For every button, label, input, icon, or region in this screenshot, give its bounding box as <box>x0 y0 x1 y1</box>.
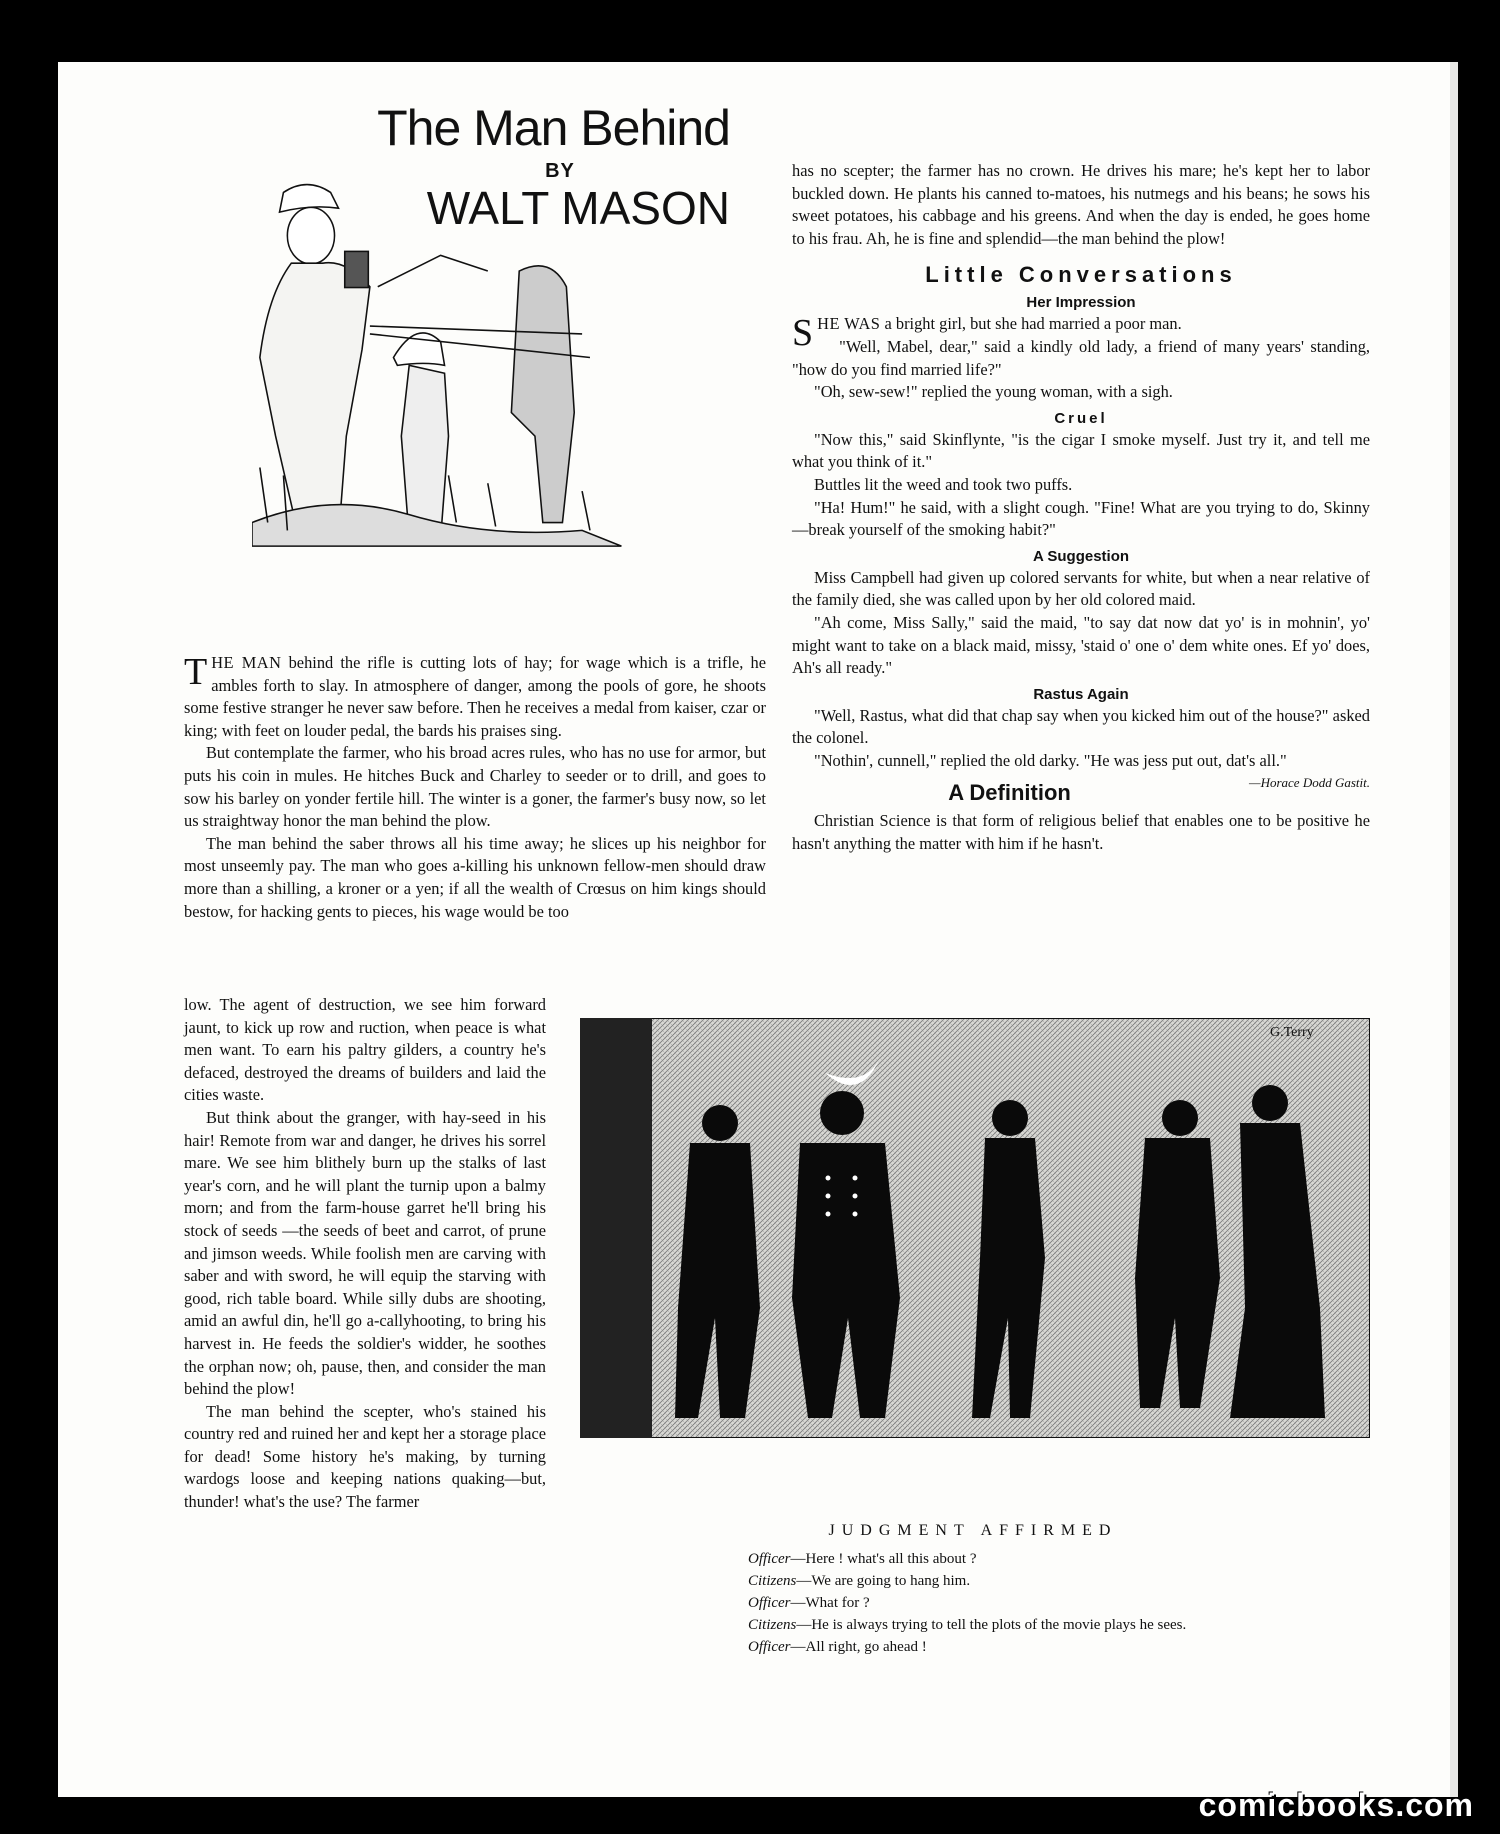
cruel-line-2: Buttles lit the weed and took two puffs. <box>814 474 1073 494</box>
caption-text: —What for ? <box>790 1595 870 1611</box>
cruel-title: Cruel <box>1054 409 1108 427</box>
impression-text: a bright girl, but she had married a poor man. <box>880 314 1182 334</box>
site-watermark: comicbooks.com <box>1198 1787 1474 1823</box>
suggestion-title: A Suggestion <box>1032 547 1130 565</box>
impression-line-2: "Well, Mabel, dear," said a kindly old lady, a friend of many years' standing, "how do you find married life?" <box>792 336 1370 379</box>
cartoon-caption-title: JUDGMENT AFFIRMED <box>828 1522 1118 1539</box>
caption-text: —All right, go ahead ! <box>790 1639 927 1655</box>
essay-wide <box>184 652 766 923</box>
caption-text: —He is always trying to tell the plots of the movie plays he sees. <box>796 1617 1187 1633</box>
dropcap-s: S <box>792 312 814 355</box>
impression-title: Her Impression <box>1026 294 1136 312</box>
rastus-line-1: "Well, Rastus, what did that chap say when you kicked him out of the house?" asked the colonel. <box>792 705 1370 748</box>
essay-paragraph-5-cont: has no scepter; the farmer has no crown. He drives his mare; he's kept her to labor buckled down. He plants his canned to-matoes, his nutmegs and his beans; he sows his sweet potatoes, his cabbage and his greens. And when the day is ended, he goes home to his frau. Ah, he is fine and splendid—the man behind the plow! <box>792 161 1370 248</box>
conversations-title: Little Conversations <box>925 262 1237 288</box>
article-author: WALT MASON <box>426 182 730 234</box>
caption-speaker: Officer <box>748 1551 791 1567</box>
judgment-cartoon <box>580 1018 1370 1438</box>
essay-paragraph-1 <box>184 652 766 742</box>
rastus-title: Rastus Again <box>1033 685 1129 703</box>
definition-title: A Definition <box>948 780 1071 806</box>
impression-line-3: "Oh, sew-sew!" replied the young woman, with a sigh. <box>814 382 1173 402</box>
caption-speaker: Citizens <box>748 1573 797 1589</box>
cartoon-caption <box>748 1548 1388 1658</box>
byline-by: BY <box>545 160 575 182</box>
caption-text: —Here ! what's all this about ? <box>790 1551 977 1567</box>
essay-paragraph-5: The man behind the scepter, who's stained his country red and ruined her and kept her a storage place for dead! Some history he's making, by turning wardogs loose and keeping nations quaking—but, thunder! what's the use? The farmer <box>184 1401 546 1512</box>
cartoon-signature: G.Terry <box>1270 1025 1314 1040</box>
essay-narrow <box>184 994 546 1514</box>
right-column <box>792 160 1370 856</box>
article-title: The Man Behind <box>377 100 730 156</box>
rastus-credit: —Horace Dodd Gastit. <box>1249 775 1370 791</box>
page-spine <box>1450 62 1458 1797</box>
caption-speaker: Citizens <box>748 1617 797 1633</box>
caption-line <box>748 1548 1388 1570</box>
article-header <box>310 100 730 233</box>
caption-line <box>748 1570 1388 1592</box>
essay-paragraph-2: But contemplate the farmer, who his broad acres rules, who has no use for armor, but puts his coin in mules. He hitches Buck and Charley to seeder or to drill, and goes to sow his barley on yonder fertile hill. The winter is a goner, the farmer's busy now, so let us straightway honor the man behind the plow. <box>184 743 766 831</box>
caption-line <box>748 1636 1388 1658</box>
essay-lead: HE MAN <box>211 653 282 672</box>
definition-text: Christian Science is that form of religious belief that enables one to be positive he hasn't anything the matter with him if he hasn't. <box>792 811 1370 854</box>
suggestion-line-1: Miss Campbell had given up colored servants for white, but when a near relative of the family died, she was called upon by her old colored maid. <box>792 567 1370 610</box>
essay-paragraph-3-cont: low. The agent of destruction, we see him forward jaunt, to kick up row and ruction, when peace is what men want. To earn his paltry gilders, a country he's defaced, destroyed the dreams of builders and laid the cities waste. <box>184 995 546 1105</box>
essay-p1-text: behind the rifle is cutting lots of hay; for wage which is a trifle, he ambles forth to slay. In atmosphere of danger, among the pools of gore, he shoots some festive stranger he never saw before. Then he receives a medal from kaiser, czar or king; with feet on louder pedal, the bards his praises sing. <box>184 653 766 740</box>
caption-speaker: Officer <box>748 1595 791 1611</box>
cruel-line-1: "Now this," said Skinflynte, "is the cigar I smoke myself. Just try it, and tell me what you think of it." <box>792 429 1370 472</box>
dropcap-t: T <box>184 651 208 693</box>
essay-paragraph-4: But think about the granger, with hay-seed in his hair! Remote from war and danger, he drives his sorrel mare. We see him blithely burn up the stalks of last year's corn, and he will plant the turnip upon a balmy morn; and from the farm-house garret he'll bring his stock of seeds —the seeds of beet and carrot, of prune and jimson weeds. While foolish men are carving with saber and with sword, he will equip the starving with good, rich table board. While silly dubs are shooting, amid an awful din, he'll go a-callyhooting, to bring his harvest in. He feeds the soldier's widder, he soothes the orphan now; oh, pause, then, and consider the man behind the plow! <box>184 1107 546 1399</box>
caption-line <box>748 1614 1388 1636</box>
essay-paragraph-3: The man behind the saber throws all his time away; he slices up his neighbor for most unseemly pay. The man who goes a-killing his unknown fellow-men should draw more than a shilling, a kroner or a yen; if all the wealth of Crœsus on him kings should bestow, for hacking gents to pieces, his wage would be too <box>184 833 766 921</box>
rastus-line-2-text: "Nothin', cunnell," replied the old darky. "He was jess put out, dat's all." <box>814 750 1287 770</box>
suggestion-line-2: "Ah come, Miss Sally," said the maid, "to say dat now dat yo' is in mohnin', yo' might want to take on a black maid, missy, 'staid o' one o' dem white ones. Ef yo' does, Ah's all ready." <box>792 612 1370 678</box>
caption-text: —We are going to hang him. <box>796 1573 971 1589</box>
caption-speaker: Officer <box>748 1639 791 1655</box>
cruel-line-3: "Ha! Hum!" he said, with a slight cough. "Fine! What are you trying to do, Skinny—break yourself of the smoking habit?" <box>792 497 1370 540</box>
rastus-line-2 <box>792 750 1370 791</box>
caption-line <box>748 1592 1388 1614</box>
impression-lead: HE WAS <box>817 314 881 334</box>
impression-line-1 <box>792 312 1370 355</box>
